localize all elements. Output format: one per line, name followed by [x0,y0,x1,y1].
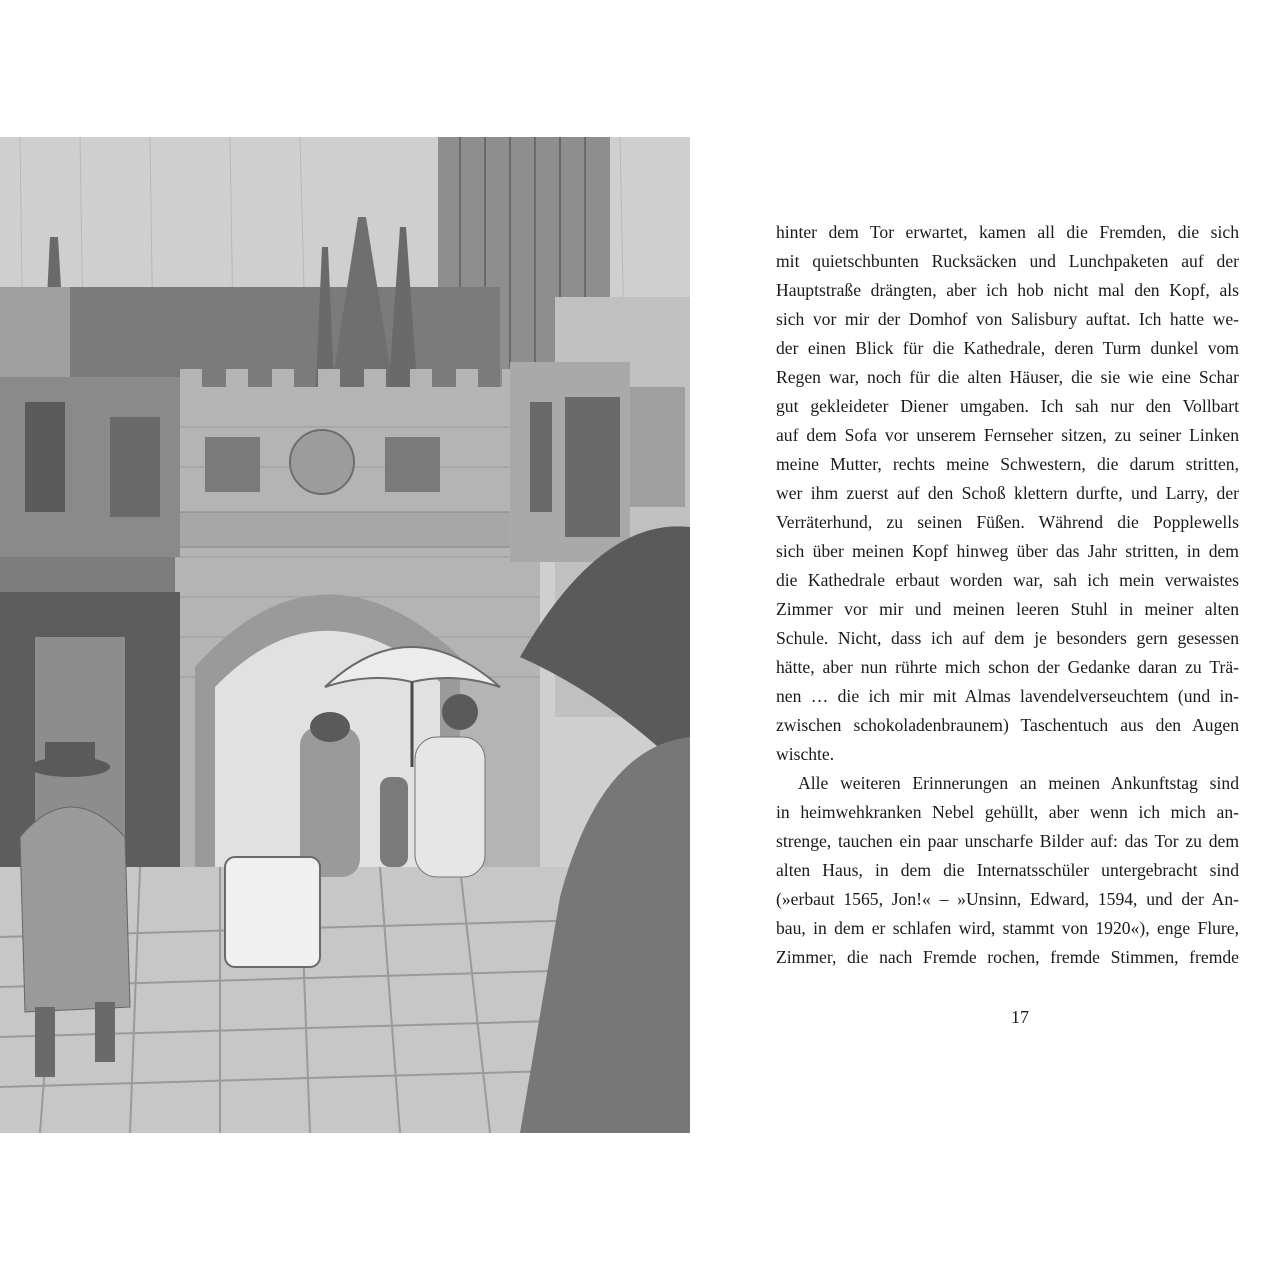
text-line: (»erbaut 1565, Jon!« – »Unsinn, Edward, 1594, und der An- [776,889,1239,909]
text-line: sich vor mir der Domhof von Salisbury auftat. Ich hatte we- [776,309,1239,329]
text-line: hinter dem Tor erwartet, kamen all die Fremden, die sich [776,222,1239,242]
text-line: wischte. [776,744,835,764]
text-line: Alle weiteren Erinnerungen an meinen Ankunftstag sind [798,773,1239,793]
text-line: der einen Blick für die Kathedrale, deren Turm dunkel vom [776,338,1239,358]
text-column [776,218,1239,972]
text-line: meine Mutter, rechts meine Schwestern, die darum stritten, [776,454,1239,474]
text-line: nen … die ich mir mit Almas lavendelverseuchtem (und in- [776,686,1239,706]
text-line: Hauptstraße drängten, aber ich hob nicht mal den Kopf, als [776,280,1239,300]
text-line: auf dem Sofa vor unserem Fernseher sitzen, zu seiner Linken [776,425,1239,445]
text-line: Regen war, noch für die alten Häuser, die sie wie eine Schar [776,367,1239,387]
text-line: gut gekleideter Diener umgaben. Ich sah nur den Vollbart [776,396,1239,416]
text-line: Schule. Nicht, dass ich auf dem je besonders gern gesessen [776,628,1239,648]
text-line: die Kathedrale erbaut worden war, sah ich mein verwaistes [776,570,1239,590]
text-line: in heimwehkranken Nebel gehüllt, aber wenn ich mich an- [776,802,1239,822]
text-line: sich über meinen Kopf hinweg über das Jahr stritten, in dem [776,541,1239,561]
paragraph-1 [776,218,1239,769]
page-number: 17 [1011,1007,1029,1027]
text-line: zwischen schokoladenbraunem) Taschentuch aus den Augen [776,715,1239,735]
text-line: Verräterhund, zu seinen Füßen. Während die Popplewells [776,512,1239,532]
illustration [0,137,690,1133]
text-line: mit quietschbunten Rucksäcken und Lunchpaketen auf der [776,251,1239,271]
text-line: hätte, aber nun rührte mich schon der Gedanke daran zu Trä- [776,657,1239,677]
paragraph-2 [776,769,1239,972]
text-line: Zimmer vor mir und meinen leeren Stuhl in meiner alten [776,599,1239,619]
text-line: wer ihm zuerst auf den Schoß klettern durfte, und Larry, der [776,483,1239,503]
text-line: alten Haus, in dem die Internatsschüler untergebracht sind [776,860,1239,880]
text-line: strenge, tauchen ein paar unscharfe Bilder auf: das Tor zu dem [776,831,1239,851]
text-line: bau, in dem er schlafen wird, stammt von 1920«), enge Flure, [776,918,1239,938]
text-line: Zimmer, die nach Fremde rochen, fremde Stimmen, fremde [776,947,1239,967]
cathedral-gate-rain-illustration [0,137,690,1133]
